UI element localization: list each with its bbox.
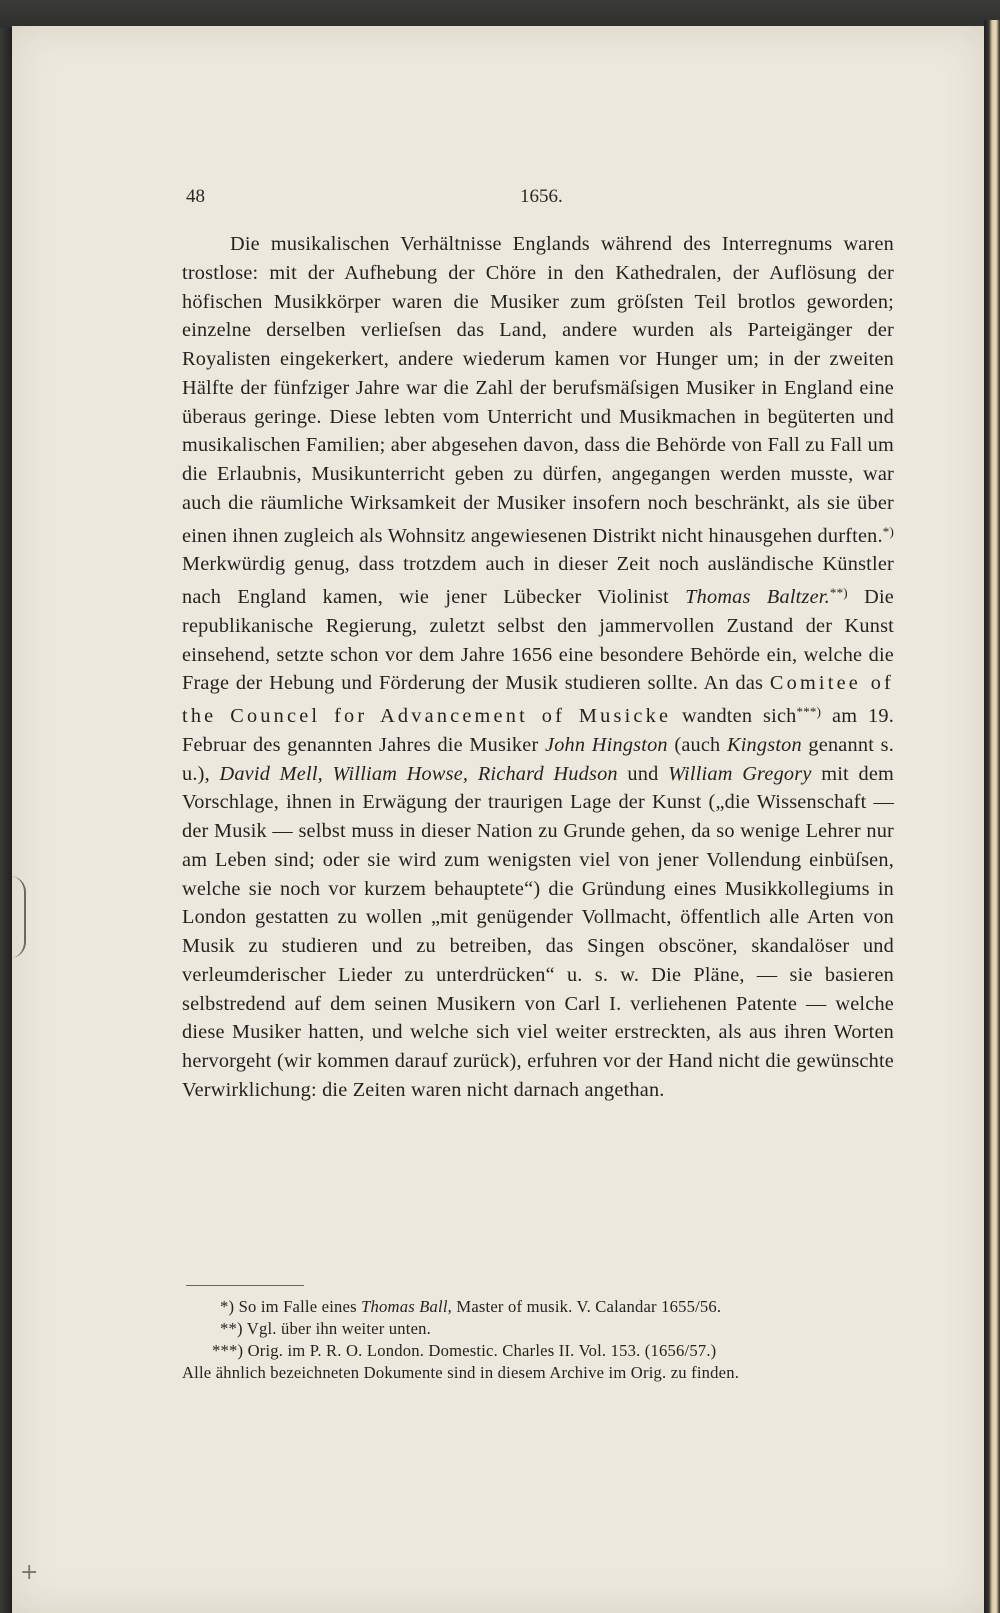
footnote-text: So im Falle eines [234,1297,362,1316]
running-header-year: 1656. [520,186,563,207]
person-name: John Hingston [545,733,668,756]
footnote-2 [182,1318,894,1340]
footnote-text: Vgl. über ihn weiter unten. [242,1319,431,1338]
text-run: Die musikalischen Verhältnisse Englands während des Interregnums waren trostlose: mit der Aufhebung der Chöre in den Kathedralen, der Auflösung der höfischen Musikkörper waren die Musiker zum gröſsten Teil brotlos geworden; einzelne derselben verlieſsen das Land, andere wurden als Parteigänger der Royalisten eingekerkert, andere wiederum kamen vor Hunger um; in der zweiten Hälfte der fünfziger Jahre war die Zahl der berufsmäſsigen Musiker in England eine überaus geringe. Diese lebten vom Unterricht und Musikmachen in begüterten und musikalischen Familien; aber abgesehen davon, dass die Behörde von Fall zu Fall um die Erlaubnis, Musikunterricht geben zu dürfen, angegangen werden musste, war auch die räumliche Wirksamkeit der Musiker insofern noch beschränkt, als sie über einen ihnen zugleich als Wohnsitz angewiesenen Distrikt nicht hinausgehen durften. [182,233,895,547]
paragraph [182,230,894,1105]
page-number: 48 [186,186,205,207]
footnotes [182,1296,894,1384]
footnote-3 [182,1340,894,1362]
scanner-background-top [0,0,1000,28]
text-run: am 19. Februar des genannten Jahres die Musiker [182,705,894,756]
person-name: Thomas Baltzer. [685,586,830,608]
page-header [186,186,892,216]
footnote-mark: ***) [212,1341,244,1360]
person-name: William Gregory [668,762,812,785]
text-run: mit dem Vorschlage, ihnen in Erwägung der traurigen Lage der Kunst („die Wissenschaft — der Musik — selbst muss in dieser Nation zu Grunde gehen, da so wenige Lehrer nur am Leben sind; oder sie wird zum wenigsten viel von jener Vollendung einbüſsen, welche sie noch vor kurzem behauptete“) die Gründung eines Musikkollegiums in London gestatten zu wollen „mit genügender Vollmacht, öffentlich alle Arten von Musik zu studieren und zu betreiben, das Singen obscöner, skandalöser und verleumderischer Lieder zu unterdrücken“ u. s. w. Die Pläne, — sie basieren selbstredend auf dem seinen Musikern von Carl I. verliehenen Patente — welche diese Musiker hatten, und welche sich viel weiter erstreckten, als aus ihren Worten hervorgeht (wir kommen darauf zurück), erfuhren vor der Hand nicht die gewünschte Verwirklichung: die Zeiten waren nicht darnach angethan. [182,762,895,1101]
page-fore-edge [984,20,1000,1613]
footnote-mark: **) [220,1319,243,1338]
person-name: Kingston [726,733,802,756]
footnote-separator [186,1285,304,1286]
footnote-text: , Master of musik. V. Calandar 1655/56. [447,1297,722,1316]
person-name: Thomas Ball [361,1297,448,1316]
text-run: und [617,762,669,785]
margin-bracket-mark [10,876,26,958]
footnote-3-continuation: Alle ähnlich bezeichneten Dokumente sind in diesem Archive im Orig. zu finden. [182,1363,740,1382]
text-run: Merkwürdig genug, dass trotzdem auch in dieser Zeit noch ausländische Künstler nach England kamen, wie jener Lübecker Violinist [182,553,894,608]
text-run: (auch [667,733,727,756]
person-names: David Mell, William Howse, Richard Hudson [219,762,618,785]
main-text [182,230,894,1105]
footnote-mark: *) [220,1297,235,1316]
committee-name: Comitee of the Councel for Advancement of Musicke [182,672,895,727]
text-run: wandten sich [671,705,797,727]
footnote-ref-2: **) [829,585,848,600]
text-run: genannt s. u.), [182,733,894,785]
text-run: Die republikanische Regierung, zuletzt selbst den jammervollen Zustand der Kunst einsehend, setzte schon vor dem Jahre 1656 eine besondere Behörde ein, welche die Frage der Hebung und Förderung der Musik studieren sollte. An das [182,586,895,695]
corner-pencil-mark: + [20,1560,39,1585]
footnote-ref-1: *) [882,523,894,539]
footnote-1 [182,1296,894,1318]
footnote-ref-3: ***) [796,704,822,719]
footnote-text: Orig. im P. R. O. London. Domestic. Charles II. Vol. 153. (1656/57.) [243,1341,717,1360]
